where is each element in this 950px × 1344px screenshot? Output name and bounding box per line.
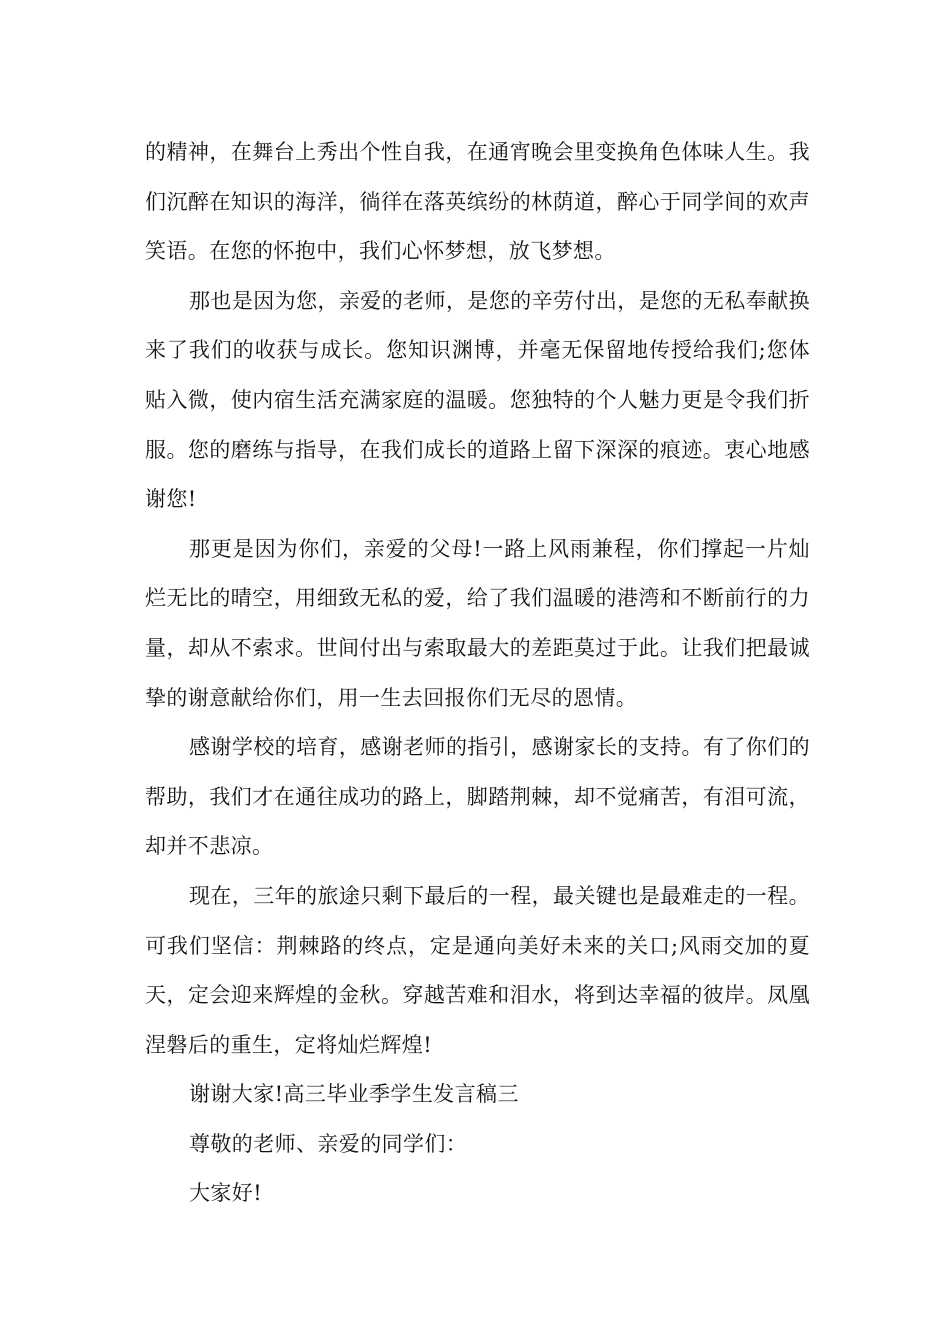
paragraph-thanks-parents: 那更是因为你们，亲爱的父母!一路上风雨兼程，你们撑起一片灿烂无比的晴空，用细致无私的爱，给了我们温暖的港湾和不断前行的力量，却从不索求。世间付出与索取最大的差距莫过于此。让我们把最诚挚的谢意献给你们，用一生去回报你们无尽的恩情。 bbox=[145, 536, 810, 710]
closing-and-next-title: 谢谢大家!高三毕业季学生发言稿三 bbox=[189, 1082, 519, 1107]
greeting: 大家好! bbox=[189, 1181, 263, 1206]
paragraph-thanks-all: 感谢学校的培育，感谢老师的指引，感谢家长的支持。有了你们的帮助，我们才在通往成功的路上，脚踏荆棘，却不觉痛苦，有泪可流，却并不悲凉。 bbox=[145, 735, 810, 859]
paragraph-continuation: 的精神，在舞台上秀出个性自我，在通宵晚会里变换角色体味人生。我们沉醉在知识的海洋，徜徉在落英缤纷的林荫道，醉心于同学间的欢声笑语。在您的怀抱中，我们心怀梦想，放飞梦想。 bbox=[145, 140, 810, 264]
paragraph-thanks-teachers: 那也是因为您，亲爱的老师，是您的辛劳付出，是您的无私奉献换来了我们的收获与成长。您知识渊博，并毫无保留地传授给我们;您体贴入微，使内宿生活充满家庭的温暖。您独特的个人魅力更是令我们折服。您的磨练与指导，在我们成长的道路上留下深深的痕迹。衷心地感谢您! bbox=[145, 288, 810, 512]
salutation: 尊敬的老师、亲爱的同学们： bbox=[189, 1131, 468, 1156]
document-body bbox=[145, 128, 810, 1219]
paragraph-final-journey: 现在，三年的旅途只剩下最后的一程，最关键也是最难走的一程。可我们坚信：荆棘路的终点，定是通向美好未来的关口;风雨交加的夏天，定会迎来辉煌的金秋。穿越苦难和泪水，将到达幸福的彼岸。凤凰涅磐后的重生，定将灿烂辉煌! bbox=[145, 883, 810, 1057]
